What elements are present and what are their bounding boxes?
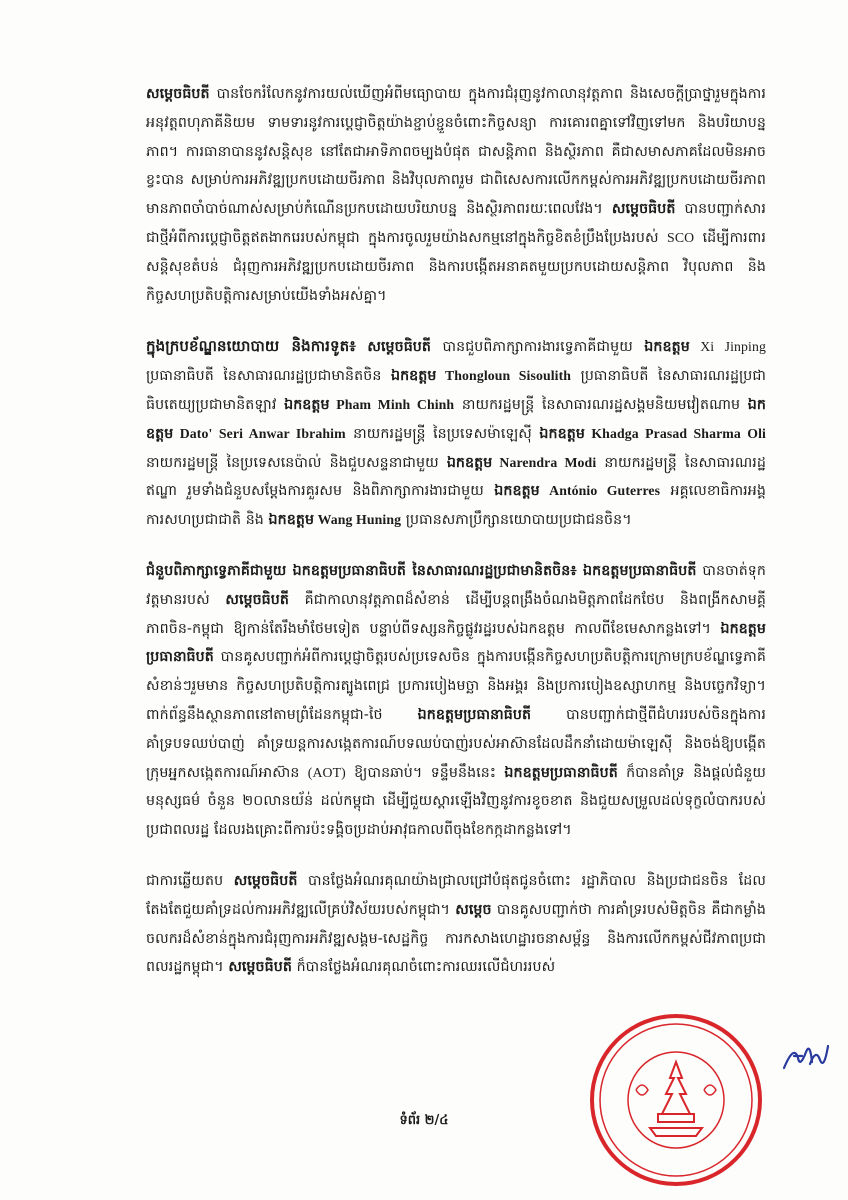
emphasis-text: António Guterres <box>539 483 661 499</box>
emphasis-text: Wang Huning <box>314 512 402 528</box>
emphasis-text: សម្តេចធិបតី <box>228 959 292 976</box>
paragraph-3 <box>146 557 766 845</box>
body-text: នាយករដ្ឋមន្ត្រី នៃសាធារណរដ្ឋឥណ្ឌា រួមទាំងជំនួបសម្តែងការគួរសម និងពិភាក្សាការងារជាមួយ <box>146 454 766 500</box>
body-text: នាយករដ្ឋមន្ត្រី នៃប្រទេសម៉ាឡេស៊ី <box>345 425 540 442</box>
body-text: ប្រធានាធិបតី នៃសាធារណរដ្ឋប្រជាមានិតចិន <box>146 368 391 385</box>
paragraph-4 <box>146 867 766 982</box>
body-text: បានបញ្ជាក់ជាថ្មីពីជំហររបស់ចិនក្នុងការគាំទ្របទឈប់បាញ់ គាំទ្រយន្តការសង្កេតការណ៍បទឈប់បាញ់របស់អាស៊ានដែលដឹកនាំដោយម៉ាឡេស៊ី និងចង់ឱ្យបង្កើតក្រុមអ្នកសង្កេតការណ៍អាស៊ាន <box>146 706 766 781</box>
emphasis-text: ឯកឧត្តមប្រធានាធិបតី <box>146 620 766 666</box>
section-lead: ក្នុងក្របខ័ណ្ឌនយោបាយ និងការទូត៖ <box>146 337 356 356</box>
body-text: ប្រធានសភាប្រឹក្សានយោបាយប្រជាជនចិន។ <box>401 512 632 529</box>
emphasis-text: ឯកឧត្តម <box>390 368 437 385</box>
emphasis-text: សម្តេចធិបតី <box>367 339 432 356</box>
body-text: (AOT) <box>307 764 346 780</box>
emphasis-text: Narendra Modi <box>492 454 597 470</box>
body-text: ជាការឆ្លើយតប <box>146 872 234 889</box>
page-number: ទំព័រ ២/៤ <box>399 1113 449 1128</box>
body-text: បានចាត់ទុកវត្តមានរបស់ <box>146 562 767 608</box>
body-text: គឺជាកាលានុវត្តភាពដ៏សំខាន់ ដើម្បីបន្តពង្រឹងចំណងមិត្តភាពដែកថែប និងពង្រីកសាមគ្គីភាពចិន-កម្ពុជា ឱ្យកាន់តែរឹងមាំថែមទៀត បន្ទាប់ពីទស្សនកិច្ចផ្លូវរដ្ឋរបស់ឯកឧត្តម កាលពីខែមេសាកន្លងទៅ។ <box>146 591 766 637</box>
emphasis-text: ឯកឧត្តមប្រធានាធិបតី <box>417 706 532 723</box>
emphasis-text: ឯកឧត្តម <box>494 483 540 500</box>
document-body <box>146 80 766 1004</box>
emphasis-text: ឯកឧត្តម <box>446 454 493 471</box>
emphasis-text: Dato' Seri Anwar Ibrahim <box>173 425 346 441</box>
emphasis-text: សម្តេចធិបតី <box>233 872 298 889</box>
body-text: នាយករដ្ឋមន្ត្រី នៃសាធារណរដ្ឋសង្គមនិយមវៀតណាម <box>454 396 748 413</box>
emphasis-text: សម្តេចធិបតី <box>225 591 289 608</box>
body-text: បានជួបពិភាក្សាការងារទ្វេភាគីជាមួយ <box>431 339 645 356</box>
emphasis-text: ឯកឧត្តមប្រធានាធិបតី <box>504 764 618 781</box>
body-text: បានគូសបញ្ជាក់អំពីការប្តេជ្ញាចិត្តរបស់ប្រទេសចិន ក្នុងការបង្កើនកិច្ចសហប្រតិបត្តិការក្រោមក្របខ័ណ្ឌទ្វេភាគីសំខាន់ៗរួមមាន កិច្ចសហប្រតិបត្តិការត្បូងពេជ្រ ប្រការបៀងមច្ឆា និងអង្គរ និងប្រការបៀងឧស្សាហកម្ម និងបច្ចេកវិទ្យា។ ពាក់ព័ន្ធនឹងស្ថានភាពនៅតាមព្រំដែនកម្ពុជា-ថៃ <box>146 649 766 723</box>
official-seal-icon <box>586 1010 766 1190</box>
body-text: បានថ្លែងអំណរគុណយ៉ាងជ្រាលជ្រៅបំផុតជូនចំពោះ រដ្ឋាភិបាល និងប្រជាជនចិន ដែលតែងតែជួយគាំទ្រដល់ការអភិវឌ្ឍលើគ្រប់វិស័យរបស់កម្ពុជា។ <box>146 872 766 918</box>
emphasis-text: ឯកឧត្តម <box>284 396 330 413</box>
body-text: ក៏បានថ្លែងអំណរគុណចំពោះការឈរលើជំហររបស់ <box>291 959 556 976</box>
body-text: អគ្គលេខាធិការអង្គការសហប្រជាជាតិ និង <box>146 483 766 529</box>
body-text: ដើម្បីការពារសន្តិសុខតំបន់ ជំរុញការអភិវឌ្ឍប្រកបដោយចីរភាព និងការបង្កើតអនាគតមួយប្រកបដោយសន្តិភាព វិបុលភាព និងកិច្ចសហប្រតិបត្តិការសម្រាប់យើងទាំងអស់គ្នា។ <box>146 229 766 304</box>
body-text: SCO <box>667 229 695 245</box>
paragraph-1 <box>146 80 766 310</box>
emphasis-text: សម្តេចធិបតី <box>611 201 676 218</box>
body-text: នាយករដ្ឋមន្ត្រី នៃប្រទេសនេប៉ាល់ និងជួបសន្ទនាជាមួយ <box>146 454 447 471</box>
body-text: ប្រធានាធិបតី នៃសាធារណរដ្ឋប្រជាធិបតេយ្យប្រជាមានិតឡាវ <box>146 368 766 413</box>
handwritten-initials-icon <box>780 1038 832 1078</box>
body-text: បានចែករំលែកនូវការយល់ឃើញអំពីមធ្យោបាយ ក្នុងការជំរុញនូវកាលានុវត្តភាព និងសេចក្តីប្រាថ្នារួមក្នុងការអនុវត្តពហុភាគីនិយម ទាមទារនូវការប្តេជ្ញាចិត្តយ៉ាងខ្ជាប់ខ្ជួនចំពោះកិច្ចសន្យា ការគោរពគ្នាទៅវិញទៅមក និងបរិយាបន្នភាព។ ការធានាបាននូវសន្តិសុខ នៅតែជាអាទិភាពចម្បងបំផុត ជាសន្តិភាព និងស្ថិរភាព គឺជាសមាសភាគដែលមិនអាចខ្វះបាន សម្រាប់ការអភិវឌ្ឍប្រកបដោយចីរភាព និងវិបុលភាពរួម ជាពិសេសការលើកកម្ពស់ការអភិវឌ្ឍប្រកបដោយចីរភាព មានភាពចាំបាច់ណាស់សម្រាប់កំណើនប្រកបដោយបរិយាបន្ន និងស្ថិរភាពរយៈពេលវែង។ <box>146 86 766 218</box>
emphasis-text: សម្តេចធិបតី <box>146 86 210 102</box>
emphasis-text: ឯកឧត្តម <box>146 396 766 442</box>
emphasis-text: ឯកឧត្តម <box>268 512 315 529</box>
emphasis-text: Khadga Prasad Sharma Oli <box>584 425 766 441</box>
emphasis-text: Pham Minh Chinh <box>329 396 455 412</box>
emphasis-text: ឯកឧត្តម <box>539 425 585 442</box>
emphasis-text: សម្តេច <box>455 901 492 918</box>
paragraph-2 <box>146 332 766 535</box>
emphasis-text: ឯកឧត្តម <box>644 339 690 356</box>
body-text: ឱ្យបានឆាប់។ ទន្ទឹមនឹងនេះ <box>345 764 505 781</box>
body-text: ក៏បានគាំទ្រ និងផ្តល់ជំនួយមនុស្សធម៌ ចំនួន ២០លានយ័ន់ ដល់កម្ពុជា ដើម្បីជួយស្តារឡើងវិញនូវការខូចខាត និងជួយសម្រួលដល់ទុក្ខលំបាករបស់ប្រជាពលរដ្ឋ ដែលរងគ្រោះពីការប៉ះទង្គិចប្រដាប់អាវុធកាលពីចុងខែកក្កដាកន្លងទៅ។ <box>146 764 766 839</box>
body-text: Xi Jinping <box>689 339 766 355</box>
body-text <box>356 339 367 355</box>
body-text: បានគូសបញ្ជាក់ថា ការគាំទ្ររបស់មិត្តចិន គឺជាកម្លាំងចលករដ៏សំខាន់ក្នុងការជំរុញការអភិវឌ្ឍសង្គម-សេដ្ឋកិច្ច ការកសាងហេដ្ឋារចនាសម្ព័ន្ធ និងការលើកកម្ពស់ជីវភាពប្រជាពលរដ្ឋកម្ពុជា។ <box>146 901 766 976</box>
body-text: បានបញ្ជាក់សារជាថ្មីអំពីការប្តេជ្ញាចិត្តឥតងាករេរបស់កម្ពុជា ក្នុងការចូលរួមយ៉ាងសកម្មនៅក្នុងកិច្ចខិតខំប្រឹងប្រែងរបស់ <box>146 201 766 246</box>
emphasis-text: ជំនួបពិភាក្សាទ្វេភាគីជាមួយ ឯកឧត្តមប្រធានាធិបតី នៃសាធារណរដ្ឋប្រជាមានិតចិន៖ ឯកឧត្តមប្រធានាធិបតី <box>146 562 697 579</box>
emphasis-text: Thongloun Sisoulith <box>436 368 572 384</box>
